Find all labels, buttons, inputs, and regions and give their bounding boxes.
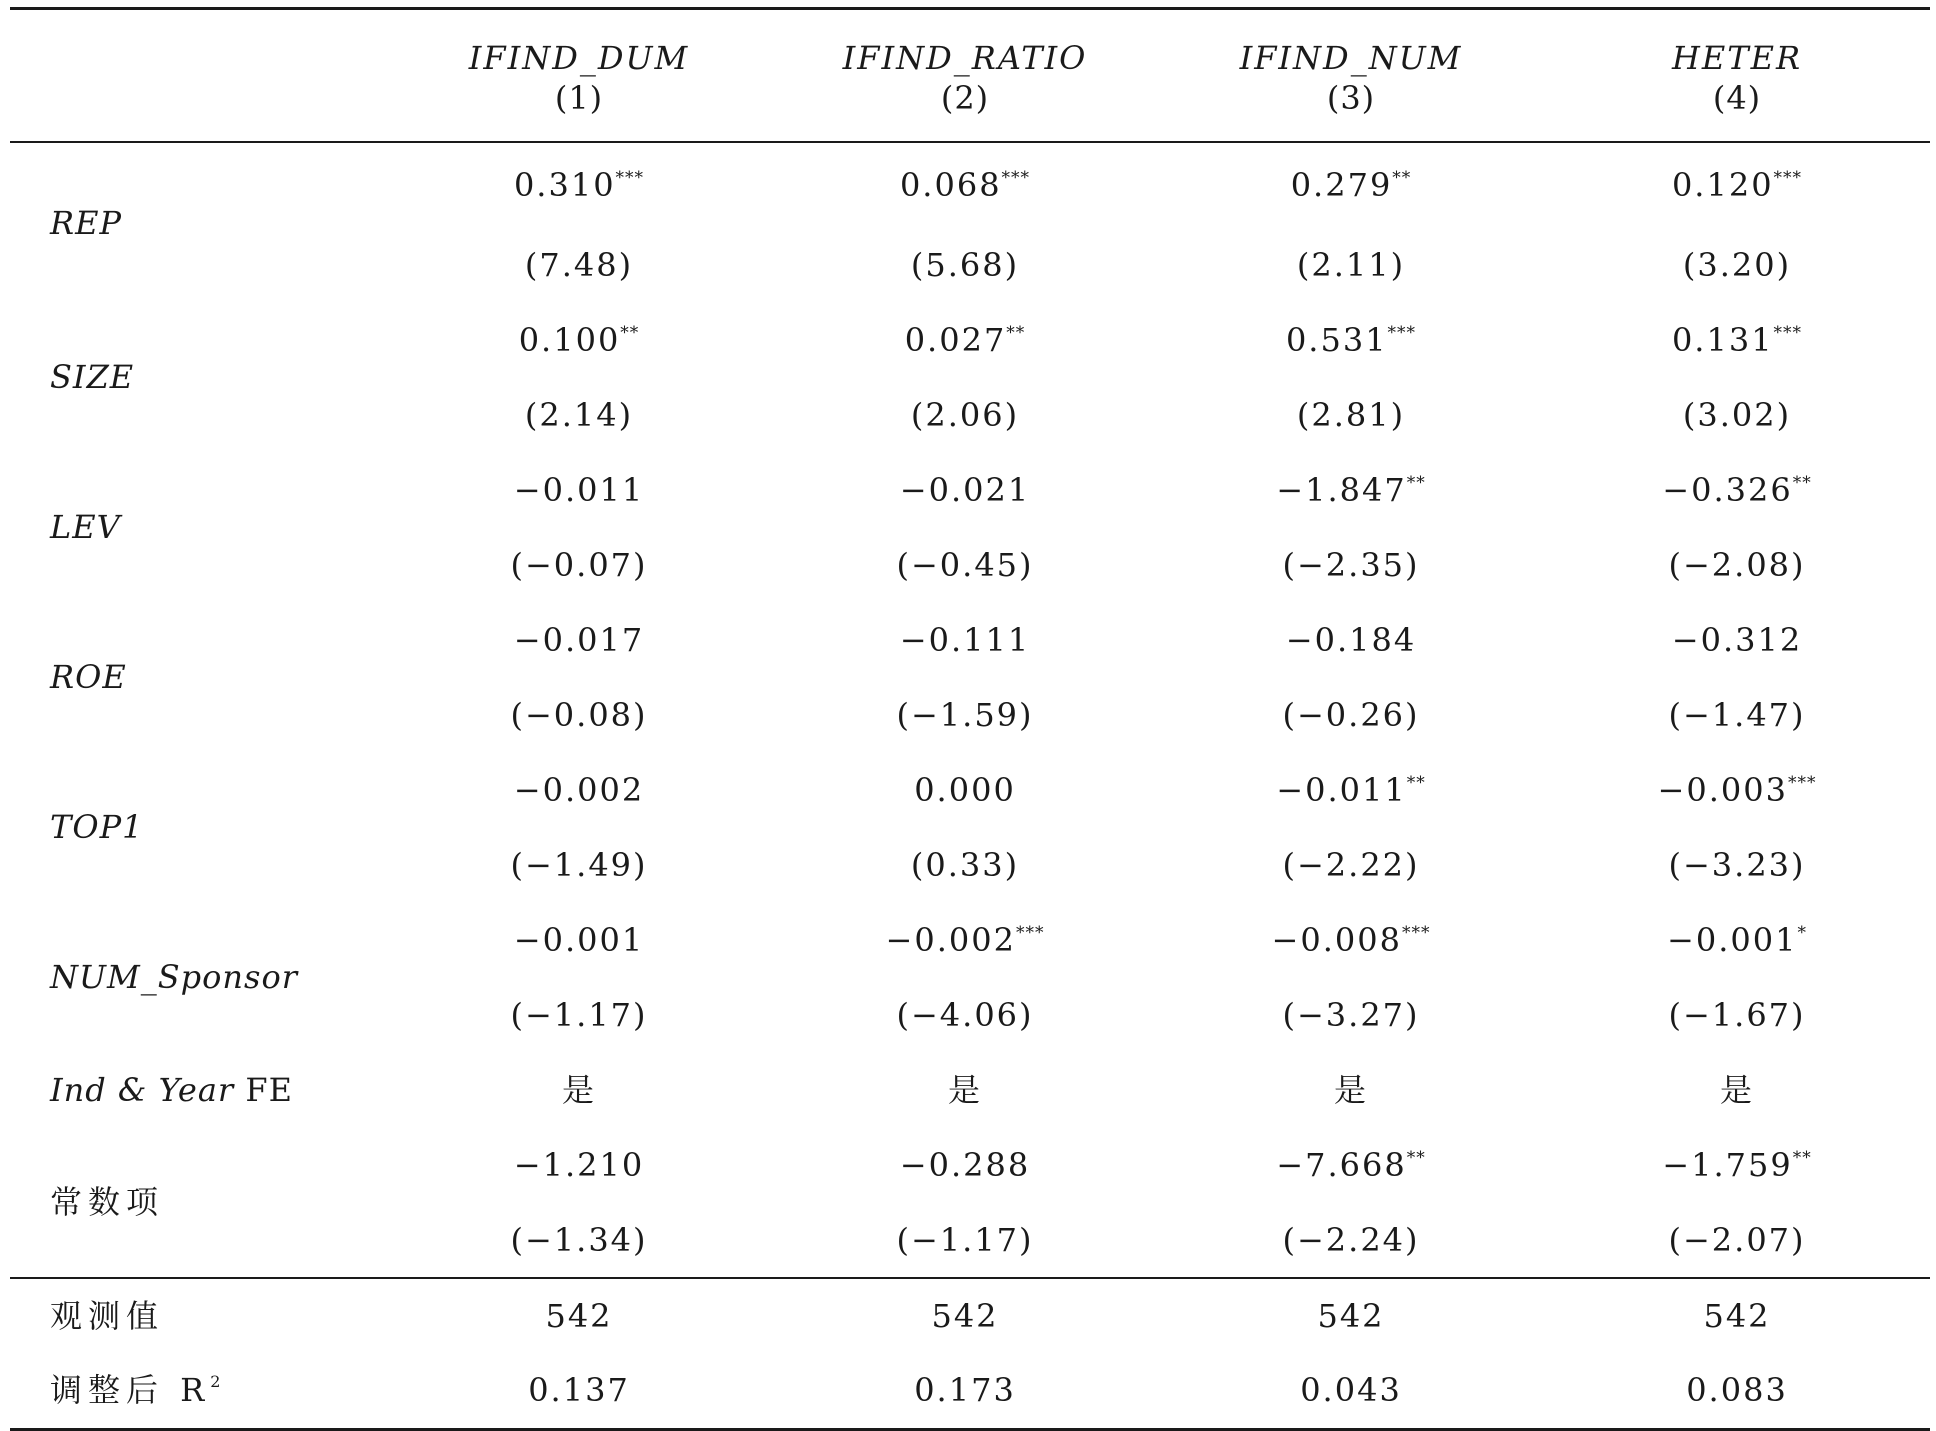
significance-stars: ** xyxy=(1392,168,1412,188)
t-statistic-cell: (2.11) xyxy=(1296,245,1406,284)
t-statistic-cell: (−2.22) xyxy=(1282,845,1420,884)
row-label xyxy=(10,1352,386,1430)
adjusted-r2-cell: 0.043 xyxy=(1300,1371,1402,1409)
observations-cell: 542 xyxy=(386,1278,772,1352)
coefficient-cell xyxy=(1544,902,1930,977)
significance-stars: *** xyxy=(1001,168,1031,188)
significance-stars: *** xyxy=(615,168,645,188)
coefficient-row xyxy=(10,902,1930,977)
table-body xyxy=(10,142,1930,1430)
t-statistic-cell: (2.81) xyxy=(1296,395,1406,434)
observations-cell: 542 xyxy=(1544,1278,1930,1352)
coefficient-value: −0.021 xyxy=(899,470,1031,509)
significance-stars: *** xyxy=(1773,322,1803,343)
row-label: TOP1 xyxy=(50,808,144,846)
significance-stars: *** xyxy=(1015,922,1045,943)
coefficient-cell xyxy=(386,452,772,527)
coefficient-value: 0.120 xyxy=(1671,166,1774,204)
adjusted-r2-cell: 0.083 xyxy=(1686,1371,1788,1409)
coefficient-value: −0.017 xyxy=(513,620,645,659)
coefficient-value: 0.027 xyxy=(904,320,1007,359)
column-header-number: (4) xyxy=(1544,78,1930,142)
column-header-number: (3) xyxy=(1158,78,1544,142)
adjusted-r2-cell: 0.173 xyxy=(914,1371,1016,1409)
fixed-effects-cell: 是 xyxy=(1333,1070,1368,1109)
coefficient-cell xyxy=(1158,902,1544,977)
coefficient-cell xyxy=(772,752,1158,827)
row-label: REP xyxy=(50,203,122,242)
coefficient-cell xyxy=(1544,452,1930,527)
t-statistic-cell: (−3.27) xyxy=(1282,995,1420,1034)
coefficient-cell xyxy=(386,752,772,827)
t-statistic-cell: (−1.67) xyxy=(1668,995,1806,1034)
coefficient-cell xyxy=(1158,602,1544,677)
coefficient-value: 0.100 xyxy=(518,320,621,359)
t-statistic-cell: (0.33) xyxy=(910,845,1020,884)
adjusted-r2-cell: 0.137 xyxy=(528,1371,630,1409)
row-label: SIZE xyxy=(50,358,135,396)
t-statistic-cell: (−1.49) xyxy=(510,845,648,884)
coefficient-value: −0.288 xyxy=(899,1145,1031,1184)
t-statistic-cell: (−2.35) xyxy=(1282,545,1420,584)
coefficient-cell xyxy=(1158,142,1544,227)
coefficient-value: −0.002 xyxy=(513,770,645,809)
significance-stars: ** xyxy=(1006,322,1026,343)
coefficient-value: −0.008 xyxy=(1271,920,1402,959)
coefficient-value: 0.310 xyxy=(513,166,616,204)
t-statistic-cell: (−1.17) xyxy=(896,1220,1034,1259)
significance-stars: ** xyxy=(1406,472,1426,493)
row-label: LEV xyxy=(50,508,121,546)
coefficient-value: 0.068 xyxy=(899,166,1002,204)
coefficient-value: 0.000 xyxy=(914,770,1016,809)
significance-stars: ** xyxy=(1792,472,1812,493)
coefficient-value: −0.001 xyxy=(1667,920,1798,959)
adjusted-r2-row xyxy=(10,1352,1930,1430)
t-statistic-cell: (7.48) xyxy=(524,245,634,284)
coefficient-row xyxy=(10,752,1930,827)
column-header-name: IFIND_NUM xyxy=(1239,39,1463,77)
header-number-row xyxy=(10,78,1930,142)
coefficient-value: −0.326 xyxy=(1662,470,1793,509)
t-statistic-cell: (2.06) xyxy=(910,395,1020,434)
t-statistic-cell: (−0.07) xyxy=(510,545,648,584)
row-label: NUM_Sponsor xyxy=(50,958,298,996)
t-statistic-cell: (−0.26) xyxy=(1282,695,1420,734)
coefficient-row xyxy=(10,142,1930,227)
coefficient-cell xyxy=(386,902,772,977)
row-label: 常数项 xyxy=(50,1183,165,1221)
column-header-name: IFIND_DUM xyxy=(468,39,690,77)
column-header-number: (2) xyxy=(772,78,1158,142)
observations-cell: 542 xyxy=(772,1278,1158,1352)
t-statistic-cell: (−1.47) xyxy=(1668,695,1806,734)
row-label: ROE xyxy=(50,658,127,696)
fixed-effects-cell: 是 xyxy=(1719,1070,1754,1109)
coefficient-value: −7.668 xyxy=(1276,1145,1407,1184)
coefficient-row xyxy=(10,602,1930,677)
t-statistic-cell: (−4.06) xyxy=(896,995,1034,1034)
coefficient-value: −0.001 xyxy=(513,920,645,959)
coefficient-value: −1.847 xyxy=(1276,470,1407,509)
fixed-effects-cell: 是 xyxy=(561,1070,596,1109)
t-statistic-cell: (−2.24) xyxy=(1282,1220,1420,1259)
column-header-number: (1) xyxy=(386,78,772,142)
t-statistic-cell: (2.14) xyxy=(524,395,634,434)
significance-stars: * xyxy=(1797,922,1807,943)
coefficient-cell xyxy=(1158,752,1544,827)
fixed-effects-label-italic: Ind & Year xyxy=(50,1070,235,1109)
t-statistic-cell: (5.68) xyxy=(910,245,1020,284)
t-statistic-cell: (−3.23) xyxy=(1668,845,1806,884)
significance-stars: *** xyxy=(1401,922,1431,943)
header-stub xyxy=(10,78,386,142)
t-statistic-cell: (−0.08) xyxy=(510,695,648,734)
significance-stars: ** xyxy=(1792,1147,1812,1168)
t-statistic-cell: (−2.08) xyxy=(1668,545,1806,584)
t-statistic-cell: (−1.59) xyxy=(896,695,1034,734)
coefficient-cell xyxy=(386,142,772,227)
t-statistic-cell: (3.02) xyxy=(1682,395,1792,434)
fixed-effects-cell: 是 xyxy=(947,1070,982,1109)
coefficient-cell xyxy=(772,452,1158,527)
t-statistic-cell: (−0.45) xyxy=(896,545,1034,584)
header-stub xyxy=(10,9,386,79)
t-statistic-cell: (−1.34) xyxy=(510,1220,648,1259)
coefficient-value: −1.759 xyxy=(1662,1145,1793,1184)
t-statistic-cell: (−1.17) xyxy=(510,995,648,1034)
row-label xyxy=(10,1052,386,1127)
coefficient-value: −0.002 xyxy=(885,920,1016,959)
coefficient-cell xyxy=(1158,1127,1544,1202)
coefficient-cell xyxy=(772,602,1158,677)
coefficient-value: −1.210 xyxy=(513,1145,645,1184)
coefficient-cell xyxy=(386,302,772,377)
observations-cell: 542 xyxy=(1158,1278,1544,1352)
coefficient-row xyxy=(10,302,1930,377)
column-header-name: IFIND_RATIO xyxy=(842,39,1088,77)
significance-stars: *** xyxy=(1773,168,1803,188)
coefficient-cell xyxy=(772,302,1158,377)
coefficient-value: 0.279 xyxy=(1290,166,1393,204)
coefficient-cell xyxy=(1158,452,1544,527)
coefficient-value: −0.312 xyxy=(1671,620,1803,659)
coefficient-cell xyxy=(386,1127,772,1202)
coefficient-cell xyxy=(772,142,1158,227)
header-name-row xyxy=(10,9,1930,79)
fixed-effects-row xyxy=(10,1052,1930,1127)
coefficient-cell xyxy=(1544,142,1930,227)
coefficient-value: −0.184 xyxy=(1285,620,1417,659)
significance-stars: *** xyxy=(1787,772,1817,793)
row-label: 观测值 xyxy=(10,1278,386,1352)
coefficient-cell xyxy=(1544,752,1930,827)
coefficient-cell xyxy=(1544,1127,1930,1202)
coefficient-cell xyxy=(1544,602,1930,677)
observations-row xyxy=(10,1278,1930,1352)
coefficient-cell xyxy=(1158,302,1544,377)
t-statistic-cell: (−2.07) xyxy=(1668,1220,1806,1259)
significance-stars: ** xyxy=(1406,1147,1426,1168)
significance-stars: ** xyxy=(620,322,640,343)
coefficient-row xyxy=(10,452,1930,527)
coefficient-cell xyxy=(1544,302,1930,377)
coefficient-value: 0.131 xyxy=(1671,320,1774,359)
coefficient-value: 0.531 xyxy=(1285,320,1388,359)
coefficient-value: −0.011 xyxy=(513,470,645,509)
coefficient-value: −0.111 xyxy=(899,620,1031,659)
r2-superscript: 2 xyxy=(210,1372,227,1391)
significance-stars: *** xyxy=(1387,322,1417,343)
fixed-effects-label-plain: FE xyxy=(245,1070,293,1109)
adjusted-r2-label: 调整后 R xyxy=(50,1371,211,1409)
regression-table xyxy=(10,7,1930,1431)
coefficient-cell xyxy=(772,1127,1158,1202)
constant-coefficient-row xyxy=(10,1127,1930,1202)
significance-stars: ** xyxy=(1406,772,1426,793)
coefficient-value: −0.003 xyxy=(1657,770,1788,809)
column-header-name: HETER xyxy=(1671,39,1803,77)
coefficient-value: −0.011 xyxy=(1276,770,1407,809)
coefficient-cell xyxy=(772,902,1158,977)
t-statistic-cell: (3.20) xyxy=(1682,245,1792,284)
coefficient-cell xyxy=(386,602,772,677)
